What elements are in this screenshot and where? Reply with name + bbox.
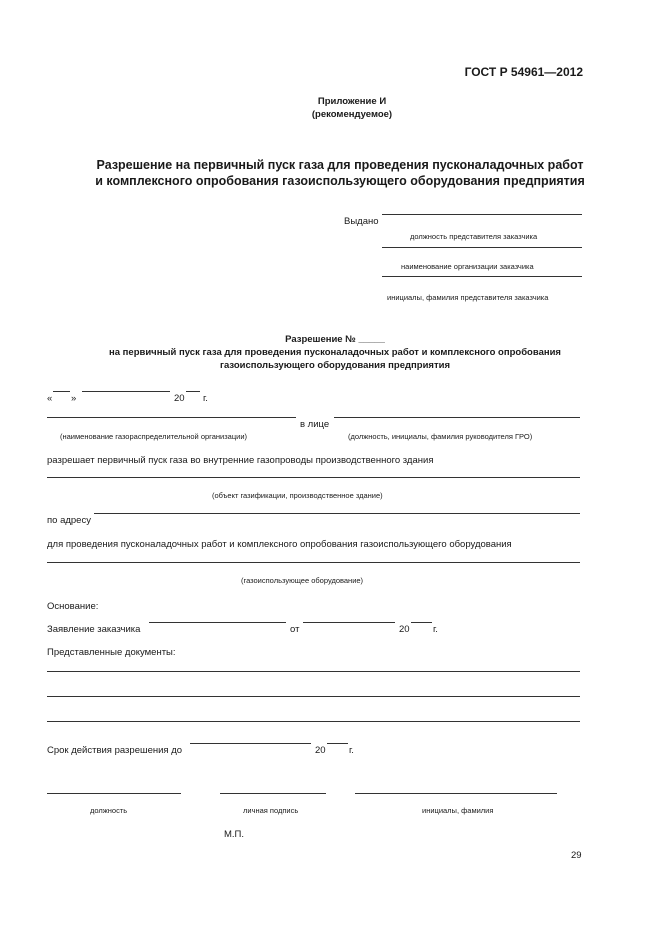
issued-name-caption: инициалы, фамилия представителя заказчика xyxy=(387,293,549,302)
address-label: по адресу xyxy=(47,515,91,526)
validity-year-line[interactable] xyxy=(327,743,348,744)
permit-heading-line-2: на первичный пуск газа для проведения пусконаладочных работ и комплексного опробования xyxy=(109,347,561,358)
appendix-title: Приложение И xyxy=(317,96,387,107)
page-number: 29 xyxy=(571,850,582,861)
signature-name-line[interactable] xyxy=(355,793,557,794)
documents-line-2[interactable] xyxy=(47,696,580,697)
validity-date-line[interactable] xyxy=(190,743,311,744)
date-day-line[interactable] xyxy=(53,391,70,392)
stamp-place-label: М.П. xyxy=(224,829,245,840)
in-person-label: в лице xyxy=(300,419,330,430)
date-year-suffix: г. xyxy=(203,393,208,404)
appendix-label xyxy=(212,95,492,121)
application-year-prefix: 20 xyxy=(399,624,410,635)
permits-text: разрешает первичный пуск газа во внутренние газопроводы производственного здания xyxy=(47,455,434,466)
issued-name-line[interactable] xyxy=(382,276,582,277)
gdo-head-caption: (должность, инициалы, фамилия руководителя ГРО) xyxy=(348,432,533,441)
date-year-line[interactable] xyxy=(186,391,200,392)
date-year-prefix: 20 xyxy=(174,393,185,404)
gdo-name-caption: (наименование газораспределительной организации) xyxy=(60,432,248,441)
object-line[interactable] xyxy=(47,477,580,478)
documents-line-3[interactable] xyxy=(47,721,580,722)
gdo-name-line[interactable] xyxy=(47,417,296,418)
issued-label: Выдано xyxy=(344,216,379,227)
object-caption: (объект газификации, производственное здание) xyxy=(212,491,383,500)
date-quote-close: » xyxy=(71,393,77,404)
date-quote-open: « xyxy=(47,393,53,404)
signature-position-line[interactable] xyxy=(47,793,181,794)
application-from-label: от xyxy=(290,624,300,635)
standard-number: ГОСТ Р 54961—2012 xyxy=(464,65,583,79)
issued-position-line[interactable] xyxy=(382,214,582,215)
application-year-suffix: г. xyxy=(433,624,438,635)
application-year-line[interactable] xyxy=(411,622,432,623)
document-title xyxy=(40,157,640,189)
application-number-line[interactable] xyxy=(149,622,286,623)
application-date-line[interactable] xyxy=(303,622,395,623)
equipment-caption: (газоиспользующее оборудование) xyxy=(241,576,364,585)
documents-label: Представленные документы: xyxy=(47,647,176,658)
permit-number-line: Разрешение № _____ xyxy=(285,334,385,345)
document-title-line-2: и комплексного опробования газоиспользующего оборудования предприятия xyxy=(95,174,585,188)
equipment-line[interactable] xyxy=(47,562,580,563)
date-month-line[interactable] xyxy=(82,391,170,392)
documents-line-1[interactable] xyxy=(47,671,580,672)
signature-sign-caption: личная подпись xyxy=(243,806,299,815)
issued-org-line[interactable] xyxy=(382,247,582,248)
document-title-line-1: Разрешение на первичный пуск газа для проведения пусконаладочных работ xyxy=(96,158,584,172)
signature-sign-line[interactable] xyxy=(220,793,326,794)
permit-heading xyxy=(40,333,630,372)
permit-heading-line-3: газоиспользующего оборудования предприятия xyxy=(219,360,450,371)
validity-year-prefix: 20 xyxy=(315,745,326,756)
basis-label: Основание: xyxy=(47,601,99,612)
address-line[interactable] xyxy=(94,513,580,514)
signature-position-caption: должность xyxy=(90,806,128,815)
appendix-status: (рекомендуемое) xyxy=(311,109,393,120)
application-label: Заявление заказчика xyxy=(47,624,141,635)
validity-label: Срок действия разрешения до xyxy=(47,745,183,756)
signature-name-caption: инициалы, фамилия xyxy=(422,806,494,815)
purpose-text: для проведения пусконаладочных работ и комплексного опробования газоиспользующего оборудования xyxy=(47,539,512,550)
gdo-head-line[interactable] xyxy=(334,417,580,418)
issued-org-caption: наименование организации заказчика xyxy=(401,262,534,271)
validity-year-suffix: г. xyxy=(349,745,354,756)
issued-position-caption: должность представителя заказчика xyxy=(410,232,538,241)
